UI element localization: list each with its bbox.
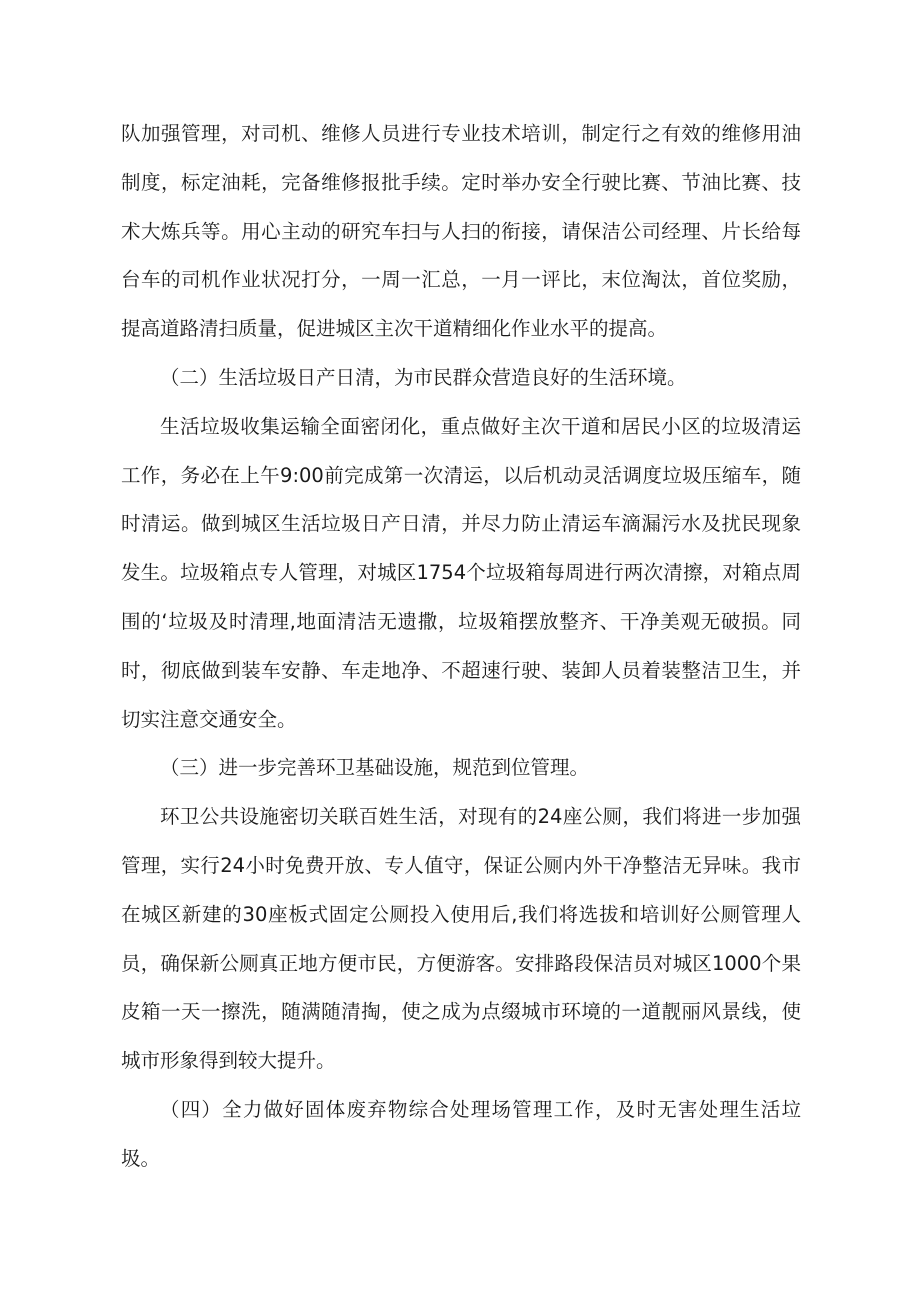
paragraph-continuation: 队加强管理，对司机、维修人员进行专业技术培训，制定行之有效的维修用油制度，标定油耗，完备维修报批手续。定时举办安全行驶比赛、节油比赛、技术大炼兵等。用心主动的研究车扫与人扫的衔接，请保洁公司经理、片长给每台车的司机作业状况打分，一周一汇总，一月一评比，末位淘汰，首位奖励，提高道路清扫质量，促进城区主次干道精细化作业水平的提高。 [121,122,801,341]
section-heading-4: （四）全力做好固体废弃物综合处理场管理工作，及时无害处理生活垃圾。 [121,1097,801,1170]
paragraph-garbage-collection: 生活垃圾收集运输全面密闭化，重点做好主次干道和居民小区的垃圾清运工作，务必在上午9:00前完成第一次清运，以后机动灵活调度垃圾压缩车，随时清运。做到城区生活垃圾日产日清，并尽力防止清运车滴漏污水及扰民现象发生。垃圾箱点专人管理，对城区1754个垃圾箱每周进行两次清擦，对箱点周围的‘垃圾及时清理,地面清洁无遗撒，垃圾箱摆放整齐、干净美观无破损。同时，彻底做到装车安静、车走地净、不超速行驶、装卸人员着装整洁卫生，并切实注意交通安全。 [121,414,801,731]
document-body [121,110,801,1184]
section-heading-3: （三）进一步完善环卫基础设施，规范到位管理。 [160,756,590,780]
section-heading-2: （二）生活垃圾日产日清，为市民群众营造良好的生活环境。 [160,365,687,389]
paragraph-public-toilets: 环卫公共设施密切关联百姓生活，对现有的24座公厕，我们将进一步加强管理，实行24小时免费开放、专人值守，保证公厕内外干净整洁无异味。我市在城区新建的30座板式固定公厕投入使用后,我们将选拔和培训好公厕管理人员，确保新公厕真正地方便市民，方便游客。安排路段保洁员对城区1000个果皮箱一天一擦洗，随满随清掏，使之成为点缀城市环境的一道靓丽风景线，使城市形象得到较大提升。 [121,805,801,1073]
